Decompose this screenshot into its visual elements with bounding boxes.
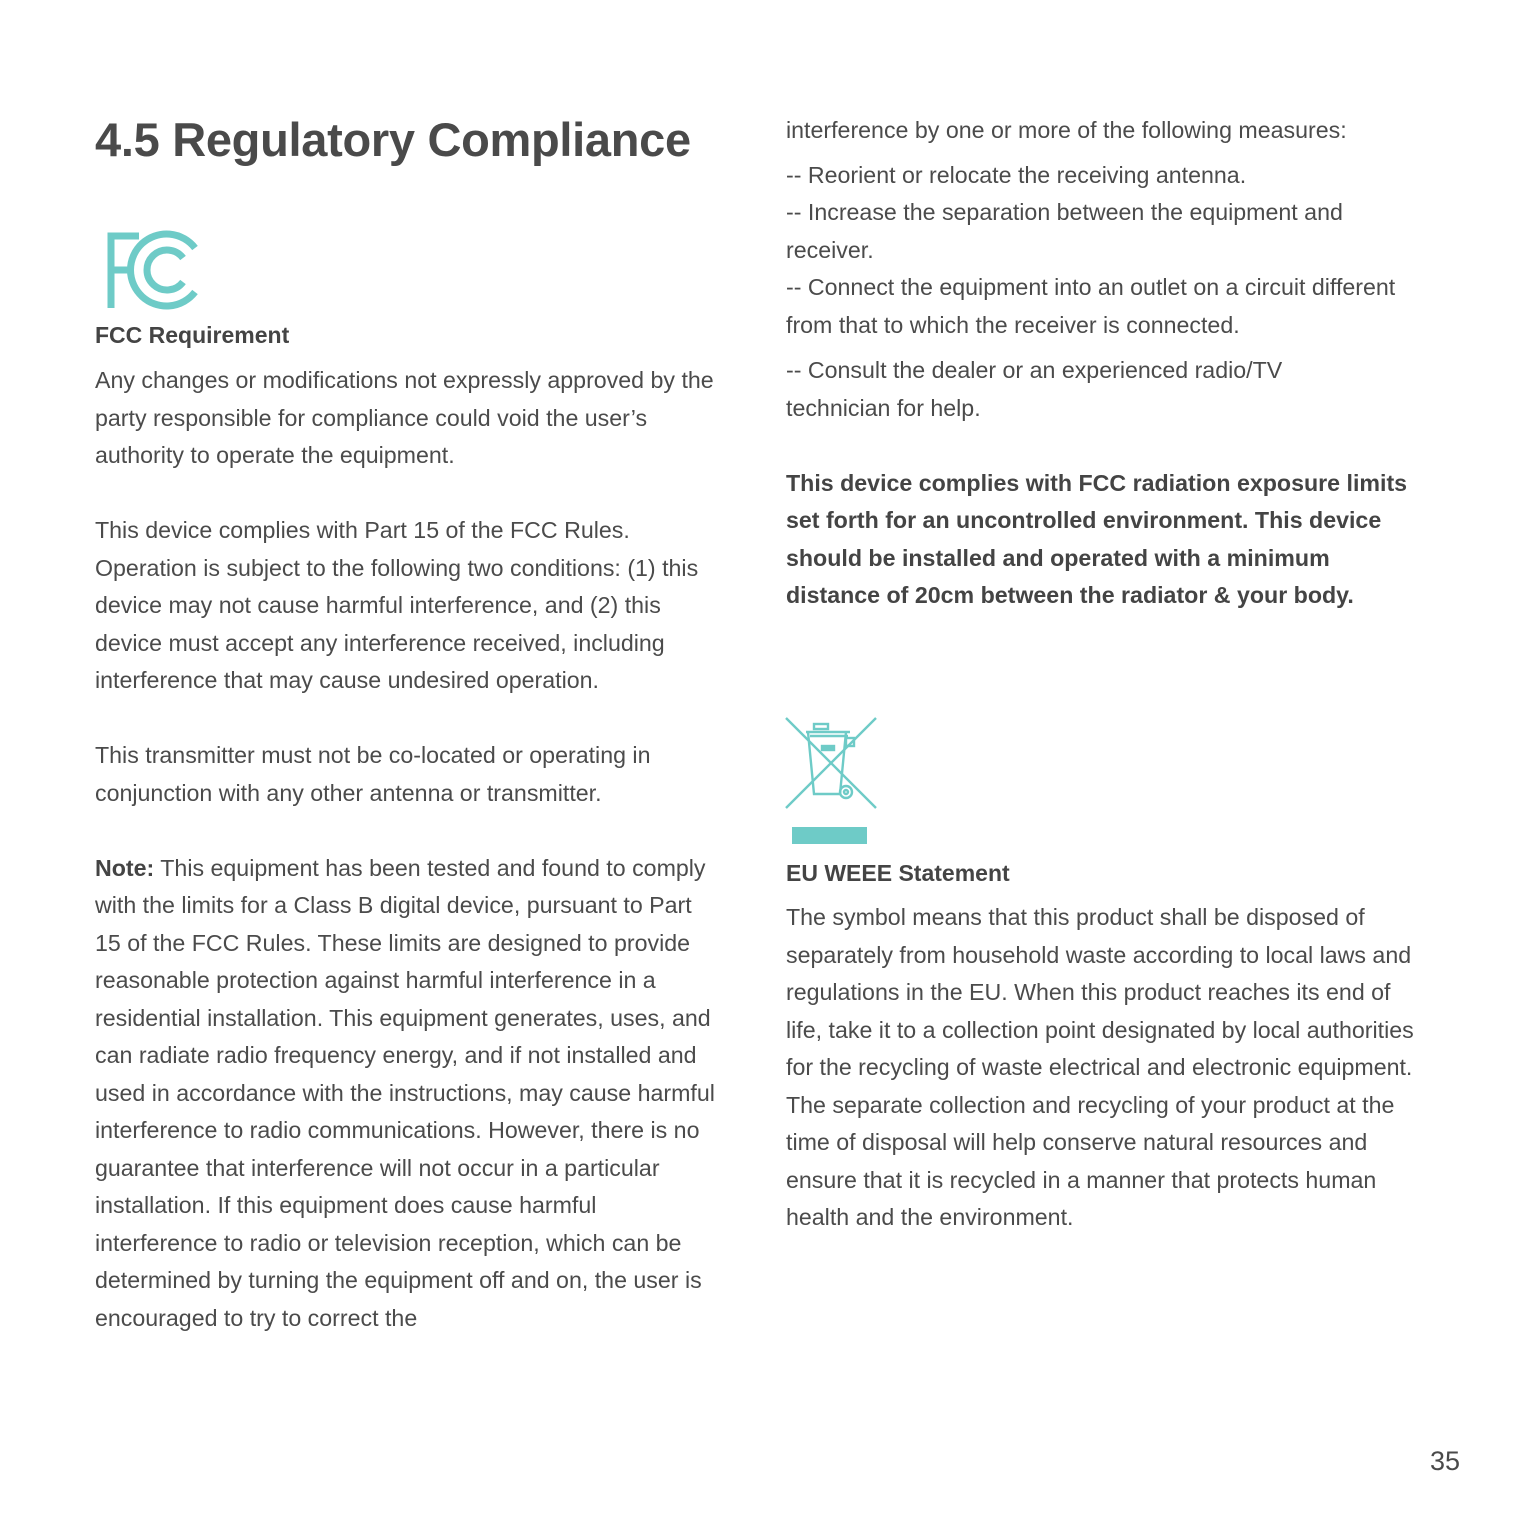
weee-text: The symbol means that this product shall be disposed of separately from household waste according to local laws and regulations in the EU. When this product reaches its end of life, take it to a collection point designated by local authorities for the recycling of waste electrical and electronic equipment. The separate collection and recycling of your product at the time of disposal will help conserve natural resources and ensure that it is recycled in a manner that protects human health and the environment. xyxy=(786,904,1414,1230)
page-number: 35 xyxy=(1429,1446,1460,1476)
left-column xyxy=(95,110,715,170)
fcc-paragraph-2: This device complies with Part 15 of the FCC Rules. Operation is subject to the following two conditions: (1) this device may not cause harmful interference, and (2) this device must accept any interference received, including interference that may cause undesired operation. xyxy=(95,517,699,693)
weee-bar xyxy=(792,827,867,844)
note-text: This equipment has been tested and found to comply with the limits for a Class B digital device, pursuant to Part 15 of the FCC Rules. These limits are designed to provide reasonable protection against harmful interference in a residential installation. This equipment generates, uses, and can radiate radio frequency energy, and if not installed and used in accordance with the instructions, may cause harmful interference to radio communications. However, there is no guarantee that interference will not occur in a particular installation. If this equipment does cause harmful interference to radio or television reception, which can be determined by turning the equipment off and on, the user is encouraged to try to correct the xyxy=(95,854,715,1331)
page-title: 4.5 Regulatory Compliance xyxy=(95,113,691,166)
fcc-paragraph-1: Any changes or modifications not expressly approved by the party responsible for compliance could void the user’s authority to operate the equipment. xyxy=(95,367,714,468)
measure-item: -- Connect the equipment into an outlet on a circuit different from that to which the receiver is connected. xyxy=(786,274,1396,338)
fcc-logo-icon xyxy=(105,230,201,310)
measure-item: -- Consult the dealer or an experienced radio/TV technician for help. xyxy=(786,357,1283,421)
weee-section xyxy=(786,858,1436,1237)
fcc-continued: interference by one or more of the following measures: xyxy=(786,117,1347,143)
fcc-heading: FCC Requirement xyxy=(95,322,290,348)
note-label: Note: xyxy=(95,854,155,881)
right-column xyxy=(786,112,1436,615)
crossed-out-wheelie-bin-icon xyxy=(784,716,878,810)
measure-item: -- Increase the separation between the equipment and receiver. xyxy=(786,199,1343,263)
fcc-paragraph-3: This transmitter must not be co-located or operating in conjunction with any other antenna or transmitter. xyxy=(95,742,651,806)
measure-item: -- Reorient or relocate the receiving antenna. xyxy=(786,161,1247,188)
fcc-section xyxy=(95,320,715,1337)
weee-heading: EU WEEE Statement xyxy=(786,860,1010,886)
radiation-statement: This device complies with FCC radiation exposure limits set forth for an uncontrolled environment. This device should be installed and operated with a minimum distance of 20cm between the radiator & your body. xyxy=(786,469,1408,608)
fcc-note xyxy=(95,850,715,1338)
